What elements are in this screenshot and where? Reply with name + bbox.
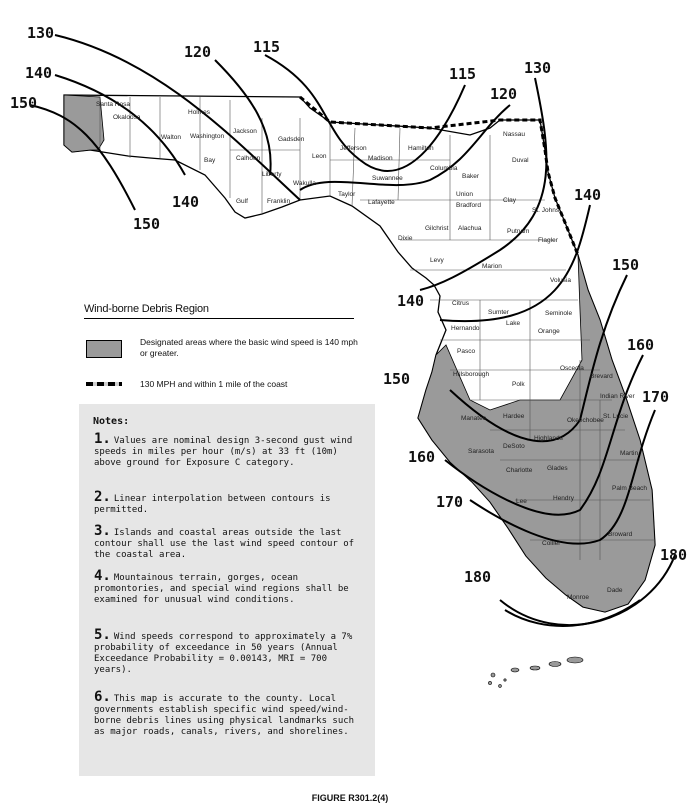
county-label: Jackson [233, 128, 257, 135]
legend-title: Wind-borne Debris Region [84, 303, 209, 315]
county-label: Sumter [488, 309, 509, 316]
county-label: Duval [512, 157, 529, 164]
county-label: Taylor [338, 191, 356, 198]
county-label: DeSoto [503, 443, 525, 450]
county-label: Palm Beach [612, 485, 648, 492]
note-item [94, 568, 366, 606]
county-label: Dixie [398, 235, 413, 242]
county-label: Alachua [458, 225, 482, 232]
county-label: Levy [430, 257, 444, 264]
county-label: Franklin [267, 198, 291, 205]
contour-label: 150 [383, 370, 411, 388]
contour-label: 120 [490, 85, 518, 103]
note-item [94, 523, 366, 561]
florida-keys [488, 657, 583, 687]
county-label: Columbia [430, 165, 458, 172]
county-label: Dade [607, 587, 623, 594]
county-label: Clay [503, 197, 517, 204]
county-label: Suwannee [372, 175, 403, 182]
contour-label: 140 [574, 186, 602, 204]
contour-label: 130 [524, 59, 552, 77]
contour-label: 150 [612, 256, 640, 274]
note-number: 6. [94, 689, 111, 705]
note-number: 2. [94, 489, 111, 505]
county-label: Union [456, 191, 473, 198]
county-label: Manatee [461, 415, 487, 422]
county-label: Walton [161, 134, 181, 141]
contour-label: 170 [436, 493, 464, 511]
notes-title: Notes: [93, 416, 130, 427]
county-label: Volusia [550, 277, 571, 284]
county-label: Sarasota [468, 448, 495, 455]
county-label: Orange [538, 328, 560, 335]
county-label: St. Lucie [603, 413, 629, 420]
contour-label: 115 [253, 38, 281, 56]
county-label: Madison [368, 155, 393, 162]
contour-label: 160 [408, 448, 436, 466]
county-label: Glades [547, 465, 568, 472]
county-label: Hernando [451, 325, 480, 332]
county-label: Highlands [534, 435, 563, 442]
contour-label: 140 [172, 193, 200, 211]
contour-label: 180 [660, 546, 688, 564]
county-label: Baker [462, 173, 479, 180]
county-label: Bay [204, 157, 216, 164]
county-label: Washington [190, 133, 225, 140]
county-label: Gilchrist [425, 225, 449, 232]
county-label: Polk [512, 381, 525, 388]
county-label: Pasco [457, 348, 476, 355]
note-text: Values are nominal design 3-second gust wind speeds in miles per hour (m/s) at 33 ft (10m) above ground for Exposure C category. [94, 436, 353, 468]
note-number: 1. [94, 431, 111, 447]
county-label: Hillsborough [453, 371, 490, 378]
county-label: Okaloosa [113, 114, 141, 121]
county-label: Brevard [590, 373, 613, 380]
county-label: Collier [542, 540, 561, 547]
county-label: Lake [506, 320, 521, 327]
contour-label: 170 [642, 388, 670, 406]
county-label: Wakulla [293, 180, 316, 187]
contour-label: 180 [464, 568, 492, 586]
note-text: Wind speeds correspond to approximately a 7% probability of exceedance in 50 years (Annual Exceedance Probability = 0.00143, MRI = 700 years). [94, 632, 353, 675]
contour-label: 160 [627, 336, 655, 354]
county-label: Hardee [503, 413, 525, 420]
note-number: 5. [94, 627, 111, 643]
county-label: Monroe [567, 594, 590, 601]
contour-label: 130 [27, 24, 55, 42]
county-label: Marion [482, 263, 502, 270]
county-label: Broward [608, 531, 633, 538]
county-label: Liberty [262, 171, 282, 178]
legend-coast-description: 130 MPH and within 1 mile of the coast [140, 379, 288, 389]
contour-label: 140 [397, 292, 425, 310]
contour-label: 150 [133, 215, 161, 233]
county-label: Seminole [545, 310, 573, 317]
county-label: Putnam [507, 228, 530, 235]
note-number: 4. [94, 568, 111, 584]
county-label: Gulf [236, 198, 248, 205]
county-label: Santa Rosa [96, 101, 130, 108]
county-label: Lafayette [368, 199, 395, 206]
county-label: St. Johns [532, 207, 560, 214]
note-item [94, 627, 366, 676]
note-number: 3. [94, 523, 111, 539]
note-text: Islands and coastal areas outside the last contour shall use the last wind speed contour of the coastal area. [94, 528, 355, 560]
notes-panel [79, 404, 375, 776]
county-label: Jefferson [340, 145, 367, 152]
county-label: Martin [620, 450, 639, 457]
debris-region-swatch [86, 340, 122, 358]
contour-label: 115 [449, 65, 477, 83]
county-label: Indian River [600, 393, 635, 400]
county-label: Okeechobee [567, 417, 604, 424]
coast-line-swatch [86, 382, 122, 386]
county-label: Flagler [538, 237, 558, 244]
contour-label: 150 [10, 94, 38, 112]
county-label: Nassau [503, 131, 526, 138]
note-text: This map is accurate to the county. Local governments establish specific wind speed/wind-borne debris lines using physical landmarks such as major roads, canals, rivers, and shorelines. [94, 694, 355, 737]
figure-caption: FIGURE R301.2(4) [311, 793, 389, 803]
note-item [94, 689, 366, 738]
county-label: Hamilton [408, 145, 434, 152]
county-label: Leon [312, 153, 327, 160]
county-label: Gadsden [278, 136, 305, 143]
county-label: Calhoun [236, 155, 261, 162]
county-label: Charlotte [506, 467, 533, 474]
county-label: Osceola [560, 365, 584, 372]
county-label: Holmes [188, 109, 211, 116]
legend-region-description: Designated areas where the basic wind speed is 140 mph or greater. [140, 337, 358, 358]
note-item [94, 431, 366, 469]
note-text: Linear interpolation between contours is permitted. [94, 494, 331, 515]
county-label: Lee [516, 498, 527, 505]
county-label: Hendry [553, 495, 574, 502]
note-item [94, 489, 366, 516]
contour-label: 140 [25, 64, 53, 82]
contour-label: 120 [184, 43, 212, 61]
note-text: Mountainous terrain, gorges, ocean promontories, and special wind regions shall be examined for unusual wind conditions. [94, 573, 349, 605]
county-label: Citrus [452, 300, 469, 307]
legend-divider [84, 318, 354, 319]
county-label: Bradford [456, 202, 481, 209]
